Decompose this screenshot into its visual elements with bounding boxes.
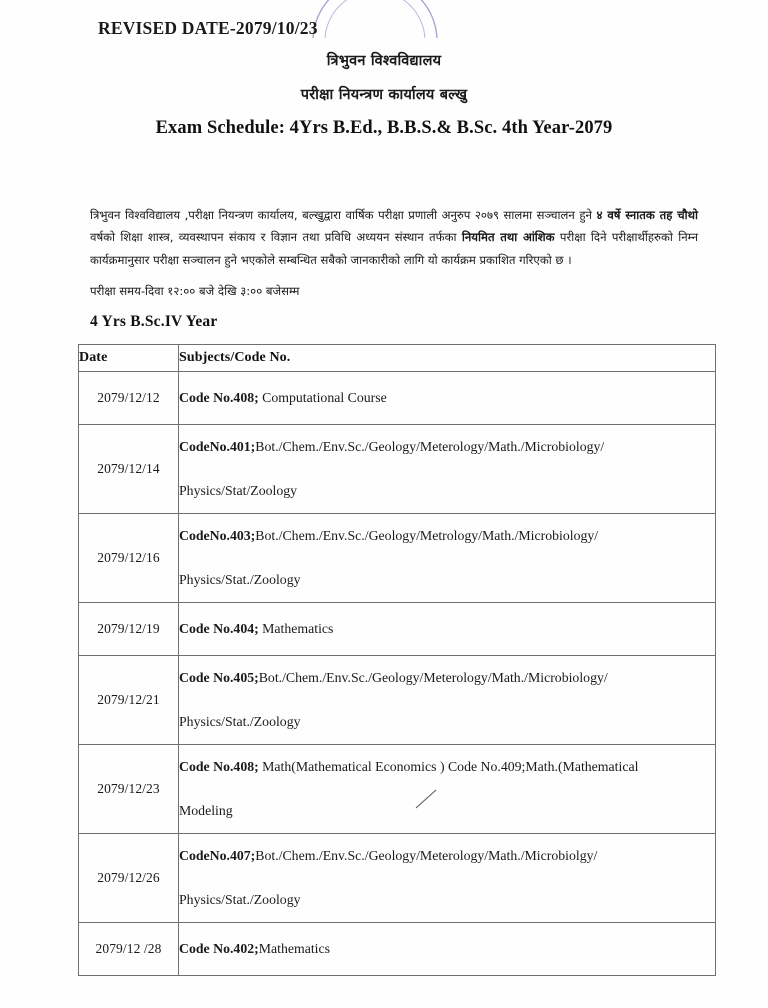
program-section-label: 4 Yrs B.Sc.IV Year bbox=[90, 313, 218, 330]
cell-date: 2079/12/21 bbox=[79, 656, 179, 745]
exam-schedule-table bbox=[78, 344, 716, 976]
subject-list-line-2: Physics/Stat/Zoology bbox=[179, 483, 298, 498]
subject-code: Code No.402; bbox=[179, 941, 259, 956]
subject-code: Code No.404; bbox=[179, 621, 259, 636]
table-row bbox=[79, 514, 716, 603]
table-row bbox=[79, 603, 716, 656]
subject-list-line-2: Physics/Stat./Zoology bbox=[179, 892, 301, 907]
cell-subjects bbox=[179, 372, 716, 425]
cell-date: 2079/12/12 bbox=[79, 372, 179, 425]
subject-list-line-1: Bot./Chem./Env.Sc./Geology/Meterology/Math./Microbiology/ bbox=[255, 439, 605, 454]
cell-date: 2079/12 /28 bbox=[79, 923, 179, 976]
paragraph-bold-2: नियमित तथा आंशिक bbox=[461, 230, 555, 245]
cell-subjects bbox=[179, 923, 716, 976]
official-stamp bbox=[300, 0, 450, 38]
subject-list-line-2: Physics/Stat./Zoology bbox=[179, 572, 301, 587]
subject-list-line-1: Computational Course bbox=[258, 390, 387, 405]
table-row bbox=[79, 745, 716, 834]
table-row bbox=[79, 425, 716, 514]
table-row bbox=[79, 372, 716, 425]
table-row bbox=[79, 834, 716, 923]
table-row bbox=[79, 923, 716, 976]
table-body bbox=[79, 372, 716, 976]
subject-code: Code No.405; bbox=[179, 670, 259, 685]
page-title: Exam Schedule: 4Yrs B.Ed., B.B.S.& B.Sc. 4th Year-2079 bbox=[155, 118, 613, 138]
controller-office-heading: परीक्षा नियन्त्रण कार्यालय बल्खु bbox=[300, 87, 468, 103]
university-name-heading: त्रिभुवन विश्वविद्यालय bbox=[326, 53, 442, 69]
notice-paragraph bbox=[90, 204, 698, 272]
cell-subjects bbox=[179, 656, 716, 745]
cell-date: 2079/12/14 bbox=[79, 425, 179, 514]
column-header-subjects: Subjects/Code No. bbox=[179, 345, 716, 372]
subject-list-line-1: Math(Mathematical Economics ) Code No.409;Math.(Mathematical bbox=[258, 759, 639, 774]
cell-subjects bbox=[179, 834, 716, 923]
paragraph-bold-1: ४ वर्षे स्नातक तह चौथो bbox=[596, 207, 698, 222]
subject-list-line-1: Bot./Chem./Env.Sc./Geology/Metrology/Math./Microbiology/ bbox=[255, 528, 599, 543]
cell-subjects bbox=[179, 745, 716, 834]
cell-subjects bbox=[179, 425, 716, 514]
cell-date: 2079/12/26 bbox=[79, 834, 179, 923]
cell-date: 2079/12/23 bbox=[79, 745, 179, 834]
cell-date: 2079/12/16 bbox=[79, 514, 179, 603]
subject-code: CodeNo.407; bbox=[179, 848, 256, 863]
subject-list-line-2: Physics/Stat./Zoology bbox=[179, 714, 301, 729]
table-row bbox=[79, 656, 716, 745]
exam-time-note: परीक्षा समय-दिवा १२:०० बजे देखि ३:०० बजेसम्म bbox=[90, 284, 300, 298]
revised-date-label: REVISED DATE-2079/10/23 bbox=[98, 18, 318, 38]
paragraph-part-3: परीक्षा दिने परीक्षार्थीहरुको निम्न कार्यक्रमानुसार परीक्षा सञ्चालन हुने भएकोले सम्बन्धित सबैको जानकारीको लागि यो कार्यक्रम प्रकाशित गरिएको छ । bbox=[90, 230, 698, 267]
paragraph-part-1: त्रिभुवन विश्वविद्यालय ,परीक्षा नियन्त्रण कार्यालय, बल्खुद्वारा वार्षिक परीक्षा प्रणाली अनुरुप २०७९ सालमा सञ्चालन हुने bbox=[90, 207, 597, 222]
subject-code: Code No.408; bbox=[179, 390, 259, 405]
subject-list-line-1: Mathematics bbox=[258, 941, 330, 956]
cell-subjects bbox=[179, 603, 716, 656]
subject-list-line-1: Bot./Chem./Env.Sc./Geology/Meterology/Math./Microbiology/ bbox=[258, 670, 608, 685]
subject-list-line-1: Mathematics bbox=[258, 621, 334, 636]
subject-list-line-2: Modeling bbox=[179, 803, 233, 818]
subject-code: CodeNo.401; bbox=[179, 439, 256, 454]
column-header-date: Date bbox=[79, 345, 179, 372]
table-header-row bbox=[79, 345, 716, 372]
cell-subjects bbox=[179, 514, 716, 603]
subject-list-line-1: Bot./Chem./Env.Sc./Geology/Meterology/Math./Microbiolgy/ bbox=[255, 848, 598, 863]
subject-code: CodeNo.403; bbox=[179, 528, 256, 543]
cell-date: 2079/12/19 bbox=[79, 603, 179, 656]
subject-code: Code No.408; bbox=[179, 759, 259, 774]
paragraph-part-2: वर्षको शिक्षा शास्त्र, व्यवस्थापन संकाय र विज्ञान तथा प्रविधि अध्ययन संस्थान तर्फका bbox=[90, 230, 462, 245]
